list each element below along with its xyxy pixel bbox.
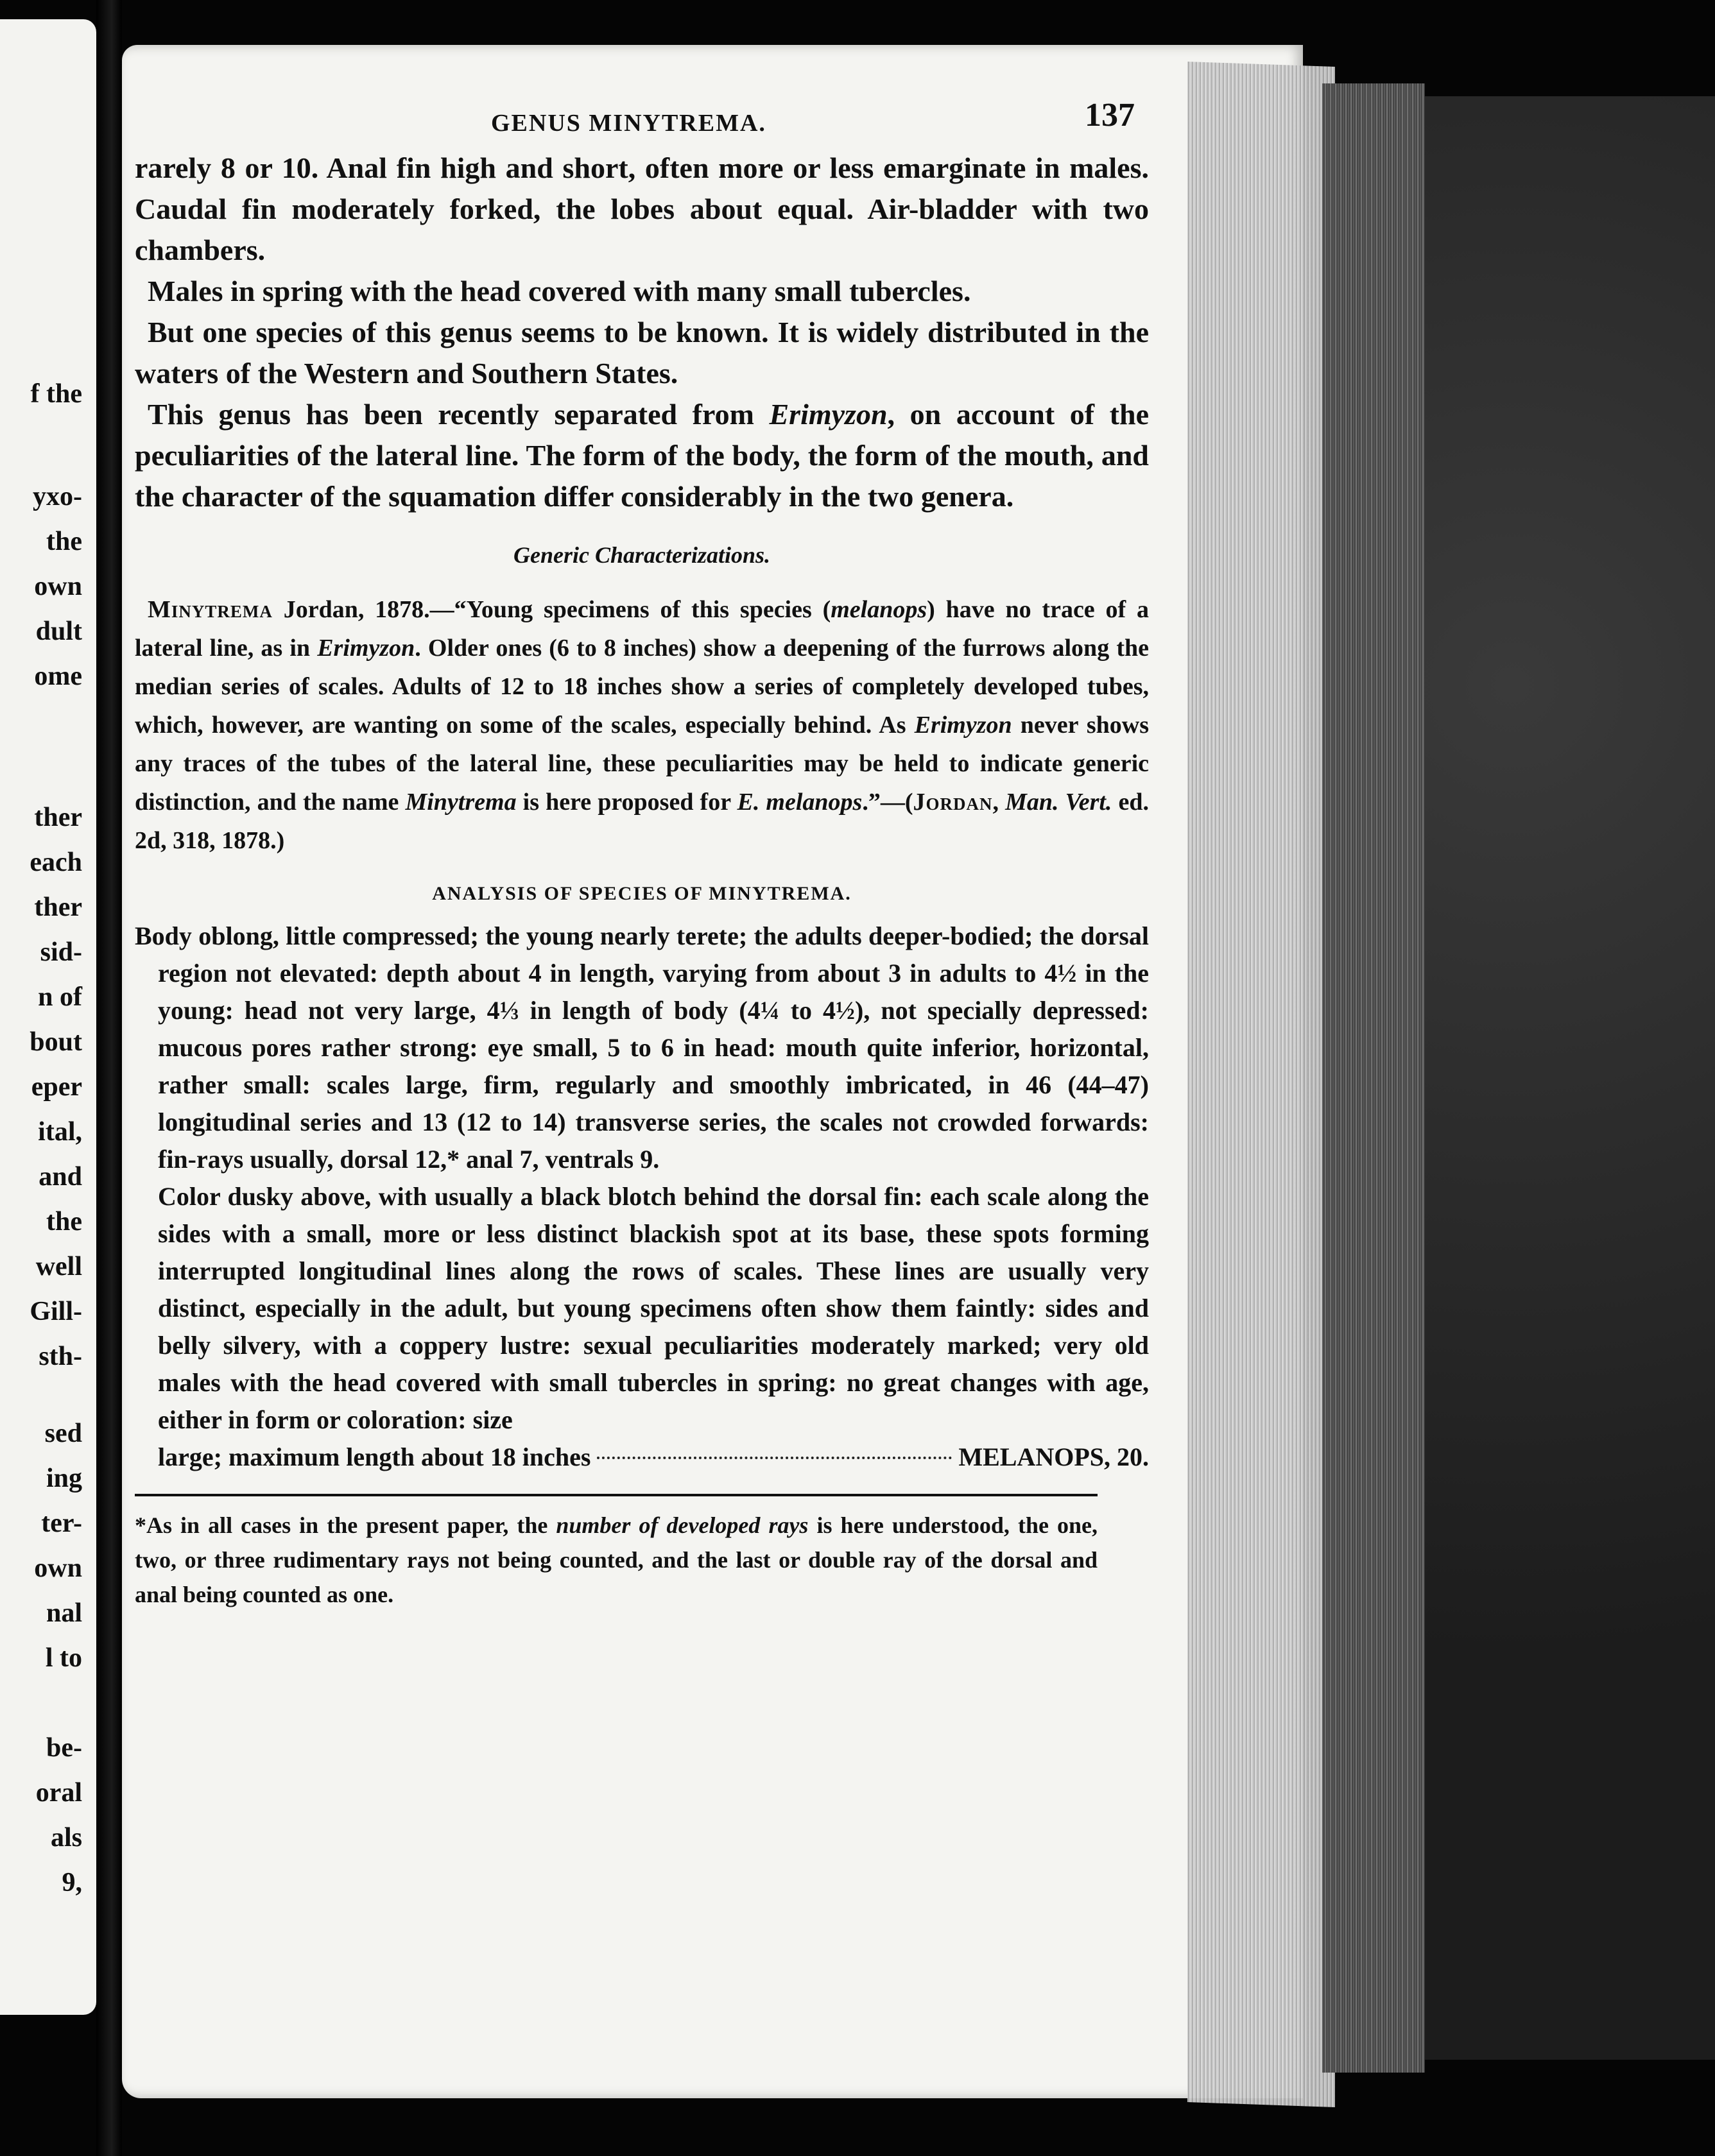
key-last-line: large; maximum length about 18 inches bbox=[158, 1442, 591, 1471]
left-page-fragment: ther bbox=[34, 803, 82, 832]
page-text bbox=[135, 90, 1149, 1612]
left-page-fragment: ther bbox=[34, 893, 82, 922]
left-page-fragment: the bbox=[46, 527, 82, 556]
left-page-fragment: nal bbox=[46, 1598, 82, 1628]
paragraph-3: But one species of this genus seems to be known. It is widely distributed in the waters of the Western and Southern States. bbox=[135, 316, 1149, 389]
left-page-fragment: well bbox=[35, 1252, 82, 1281]
generic-paragraph: Minytrema Jordan, 1878.—“Young specimens of this species (melanops) have no trace of a lateral line, as in Erimyzon. Older ones (6 to 8 inches) show a deepening of the furrows along the median series of scales. Adults of 12 to 18 inches show a series of completely developed tubes, which, however, are wanting on some of the scales, especially behind. As Erimyzon never shows any traces of the tubes of the lateral line, these peculiarities may be held to indicate generic distinction, and the name Minytrema is here proposed for E. melanops.”—(Jordan, Man. Vert. ed. 2d, 318, 1878.) bbox=[135, 596, 1150, 854]
key-species-line bbox=[135, 1439, 1149, 1476]
book-gutter bbox=[96, 0, 122, 2156]
left-page-fragment: oral bbox=[35, 1778, 82, 1808]
left-page-fragment: ome bbox=[34, 662, 82, 691]
facing-page-edge bbox=[0, 19, 96, 2015]
page-header bbox=[135, 90, 1149, 148]
left-page-fragment: f the bbox=[30, 379, 82, 409]
left-page-fragment: l to bbox=[45, 1643, 82, 1673]
left-page-fragment: each bbox=[30, 848, 82, 877]
left-page-fragment: bout bbox=[30, 1027, 82, 1057]
left-page-fragment: ital, bbox=[38, 1117, 82, 1147]
left-page-fragment: sid- bbox=[40, 937, 82, 967]
running-head: GENUS MINYTREMA. bbox=[491, 110, 766, 137]
page-edges bbox=[1187, 62, 1335, 2107]
paragraph-1: rarely 8 or 10. Anal fin high and short, often more or less emarginate in males. Caudal fin moderately forked, the lobes about equal. Air-bladder with two chambers. bbox=[135, 151, 1149, 266]
generic-heading: Generic Characterizations. bbox=[513, 542, 771, 568]
key-color-description: Color dusky above, with usually a black blotch behind the dorsal fin: each scale along the sides with a small, more or less distinct blackish spot at its base, these spots forming interrupted longitudinal lines along the rows of scales. These lines are usually very distinct, especially in the adult, but young specimens often show them faintly: sides and belly silvery, with a coppery lustre: sexual peculiarities moderately marked; very old males with the head covered with small tubercles in spring: no great changes with age, either in form or coloration: size bbox=[158, 1182, 1149, 1434]
left-page-fragment: own bbox=[34, 572, 82, 601]
left-page-fragment: Gill- bbox=[30, 1297, 82, 1326]
left-page-fragment: the bbox=[46, 1207, 82, 1236]
species-name: MELANOPS, 20. bbox=[958, 1442, 1149, 1471]
left-page-fragment: eper bbox=[31, 1072, 82, 1102]
left-page-fragment: ing bbox=[46, 1464, 82, 1493]
page-edges-dark bbox=[1322, 83, 1425, 2073]
left-page-fragment: sed bbox=[44, 1419, 82, 1448]
footnote-rule bbox=[135, 1494, 1098, 1496]
analysis-heading: ANALYSIS OF SPECIES OF MINYTREMA. bbox=[432, 883, 852, 904]
left-page-fragment: own bbox=[34, 1553, 82, 1583]
book-cover bbox=[1425, 96, 1715, 2060]
left-page-fragment: 9, bbox=[62, 1868, 82, 1897]
key-body-description: Body oblong, little compressed; the young nearly terete; the adults deeper-bodied; the dorsal region not elevated: depth about 4 in length, varying from about 3 in adults to 4½ in the young: head not very large, 4⅓ in length of body (4¼ to 4½), not specially depressed: mucous pores rather strong: eye small, 5 to 6 in head: mouth quite inferior, horizontal, rather small: scales large, firm, regularly and smoothly imbricated, in 46 (44–47) longitudinal series and 13 (12 to 14) transverse series, the scales not crowded forwards: fin-rays usually, dorsal 12,* anal 7, ventrals 9. bbox=[135, 921, 1149, 1174]
page-number: 137 bbox=[1085, 97, 1135, 133]
left-page-fragment: als bbox=[50, 1823, 82, 1852]
paragraph-4: This genus has been recently separated from Erimyzon, on account of the peculiarities of the lateral line. The form of the body, the form of the mouth, and the character of the squamation differ considerably in the two genera. bbox=[135, 398, 1149, 513]
left-page-fragment: n of bbox=[38, 982, 82, 1012]
paragraph-2: Males in spring with the head covered with many small tubercles. bbox=[148, 275, 971, 307]
left-page-fragment: yxo- bbox=[33, 482, 82, 511]
leader-dots bbox=[597, 1457, 952, 1459]
left-page-fragment: be- bbox=[46, 1733, 82, 1763]
left-page-fragment: dult bbox=[35, 617, 82, 646]
left-page-fragment: ter- bbox=[41, 1509, 82, 1538]
species-key bbox=[135, 918, 1149, 1476]
left-page-fragment: and bbox=[39, 1162, 82, 1192]
footnote: *As in all cases in the present paper, the number of developed rays is here understood, the one, two, or three rudimentary rays not being counted, and the last or double ray of the dorsal and anal being counted as one. bbox=[135, 1512, 1098, 1607]
left-page-fragment: sth- bbox=[39, 1342, 82, 1371]
